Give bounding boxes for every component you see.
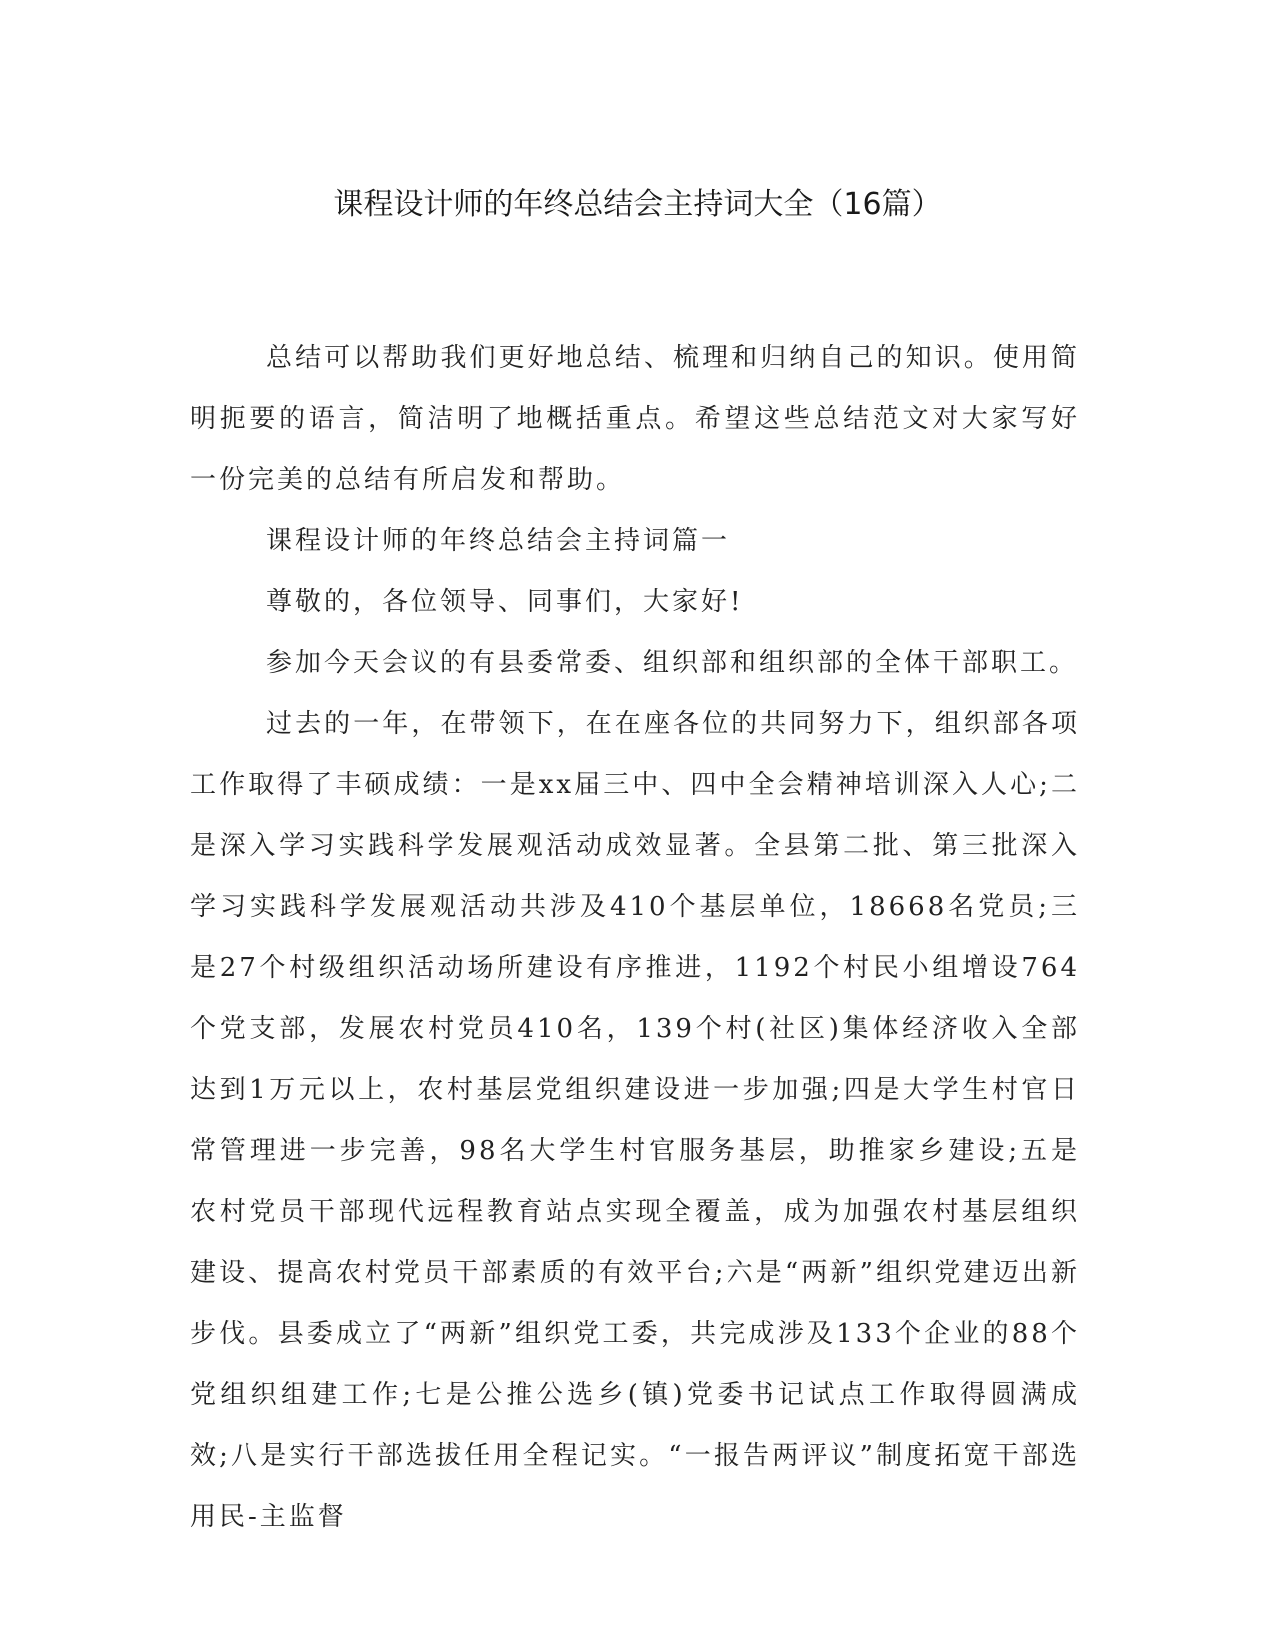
greeting-paragraph: 尊敬的，各位领导、同事们，大家好! (266, 587, 744, 617)
section-heading: 课程设计师的年终总结会主持词篇一 (266, 526, 731, 556)
achievements-paragraph: 过去的一年，在带领下，在在座各位的共同努力下，组织部各项工作取得了丰硕成绩：一是xx届三中、四中全会精神培训深入人心;二是深入学习实践科学发展观活动成效显著。全县第二批、第三批深入学习实践科学发展观活动共涉及410个基层单位，18668名党员;三是27个村级组织活动场所建设有序推进，1192个村民小组增设764个党支部，发展农村党员410名，139个村(社区)集体经济收入全部达到1万元以上，农村基层党组织建设进一步加强;四是大学生村官日常管理进一步完善，98名大学生村官服务基层，助推家乡建设;五是农村党员干部现代远程教育站点实现全覆盖，成为加强农村基层组织建设、提高农村党员干部素质的有效平台;六是“两新”组织党建迈出新步伐。县委成立了“两新”组织党工委，共完成涉及133个企业的88个党组织组建工作;七是公推公选乡(镇)党委书记试点工作取得圆满成效;八是实行干部选拔任用全程记实。“一报告两评议”制度拓宽干部选用民-主监督 (190, 709, 1080, 1532)
intro-paragraph: 总结可以帮助我们更好地总结、梳理和归纳自己的知识。使用简明扼要的语言，简洁明了地概括重点。希望这些总结范文对大家写好一份完美的总结有所启发和帮助。 (190, 343, 1080, 495)
document-title: 课程设计师的年终总结会主持词大全（16篇） (333, 187, 942, 222)
document-body (190, 328, 1080, 1548)
attendees-paragraph: 参加今天会议的有县委常委、组织部和组织部的全体干部职工。 (266, 648, 1079, 678)
